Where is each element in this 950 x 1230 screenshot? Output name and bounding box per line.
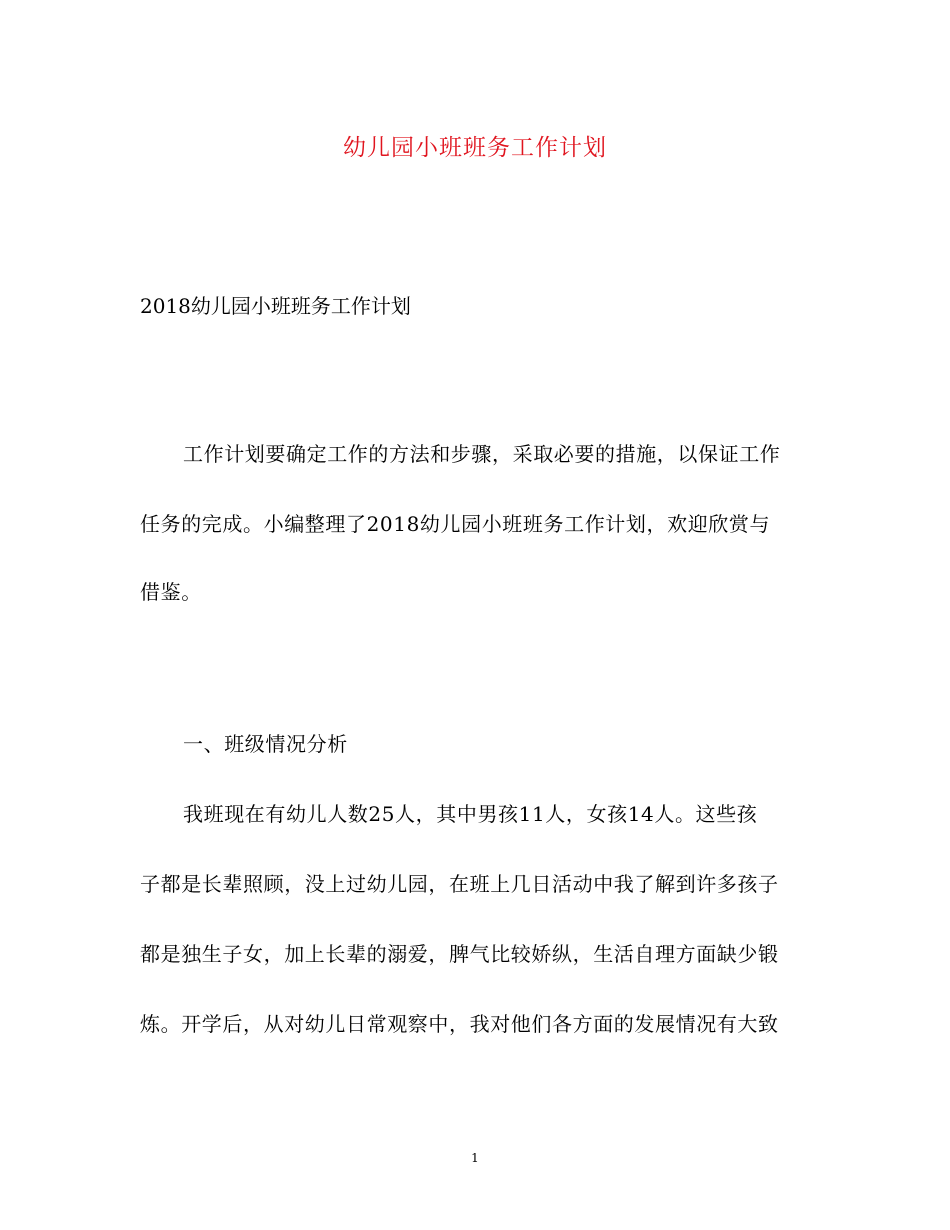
document-title: 幼儿园小班班务工作计划	[343, 135, 607, 161]
section-line-3: 都是独生子女，加上长辈的溺爱，脾气比较娇纵，生活自理方面缺少锻	[140, 942, 779, 966]
page-number: 1	[471, 1151, 479, 1165]
intro-line-1: 工作计划要确定工作的方法和步骤，采取必要的措施，以保证工作	[183, 442, 781, 466]
section-line-1: 我班现在有幼儿人数25人，其中男孩11人，女孩14人。这些孩	[183, 802, 758, 826]
section-line-2: 子都是长辈照顾，没上过幼儿园，在班上几日活动中我了解到许多孩子	[140, 872, 779, 896]
section-heading: 一、班级情况分析	[183, 732, 348, 756]
intro-line-2: 任务的完成。小编整理了2018幼儿园小班班务工作计划，欢迎欣赏与	[140, 512, 771, 536]
document-subtitle: 2018幼儿园小班班务工作计划	[140, 294, 411, 318]
section-line-4: 炼。开学后，从对幼儿日常观察中，我对他们各方面的发展情况有大致	[140, 1012, 779, 1036]
intro-line-3: 借鉴。	[140, 580, 202, 604]
